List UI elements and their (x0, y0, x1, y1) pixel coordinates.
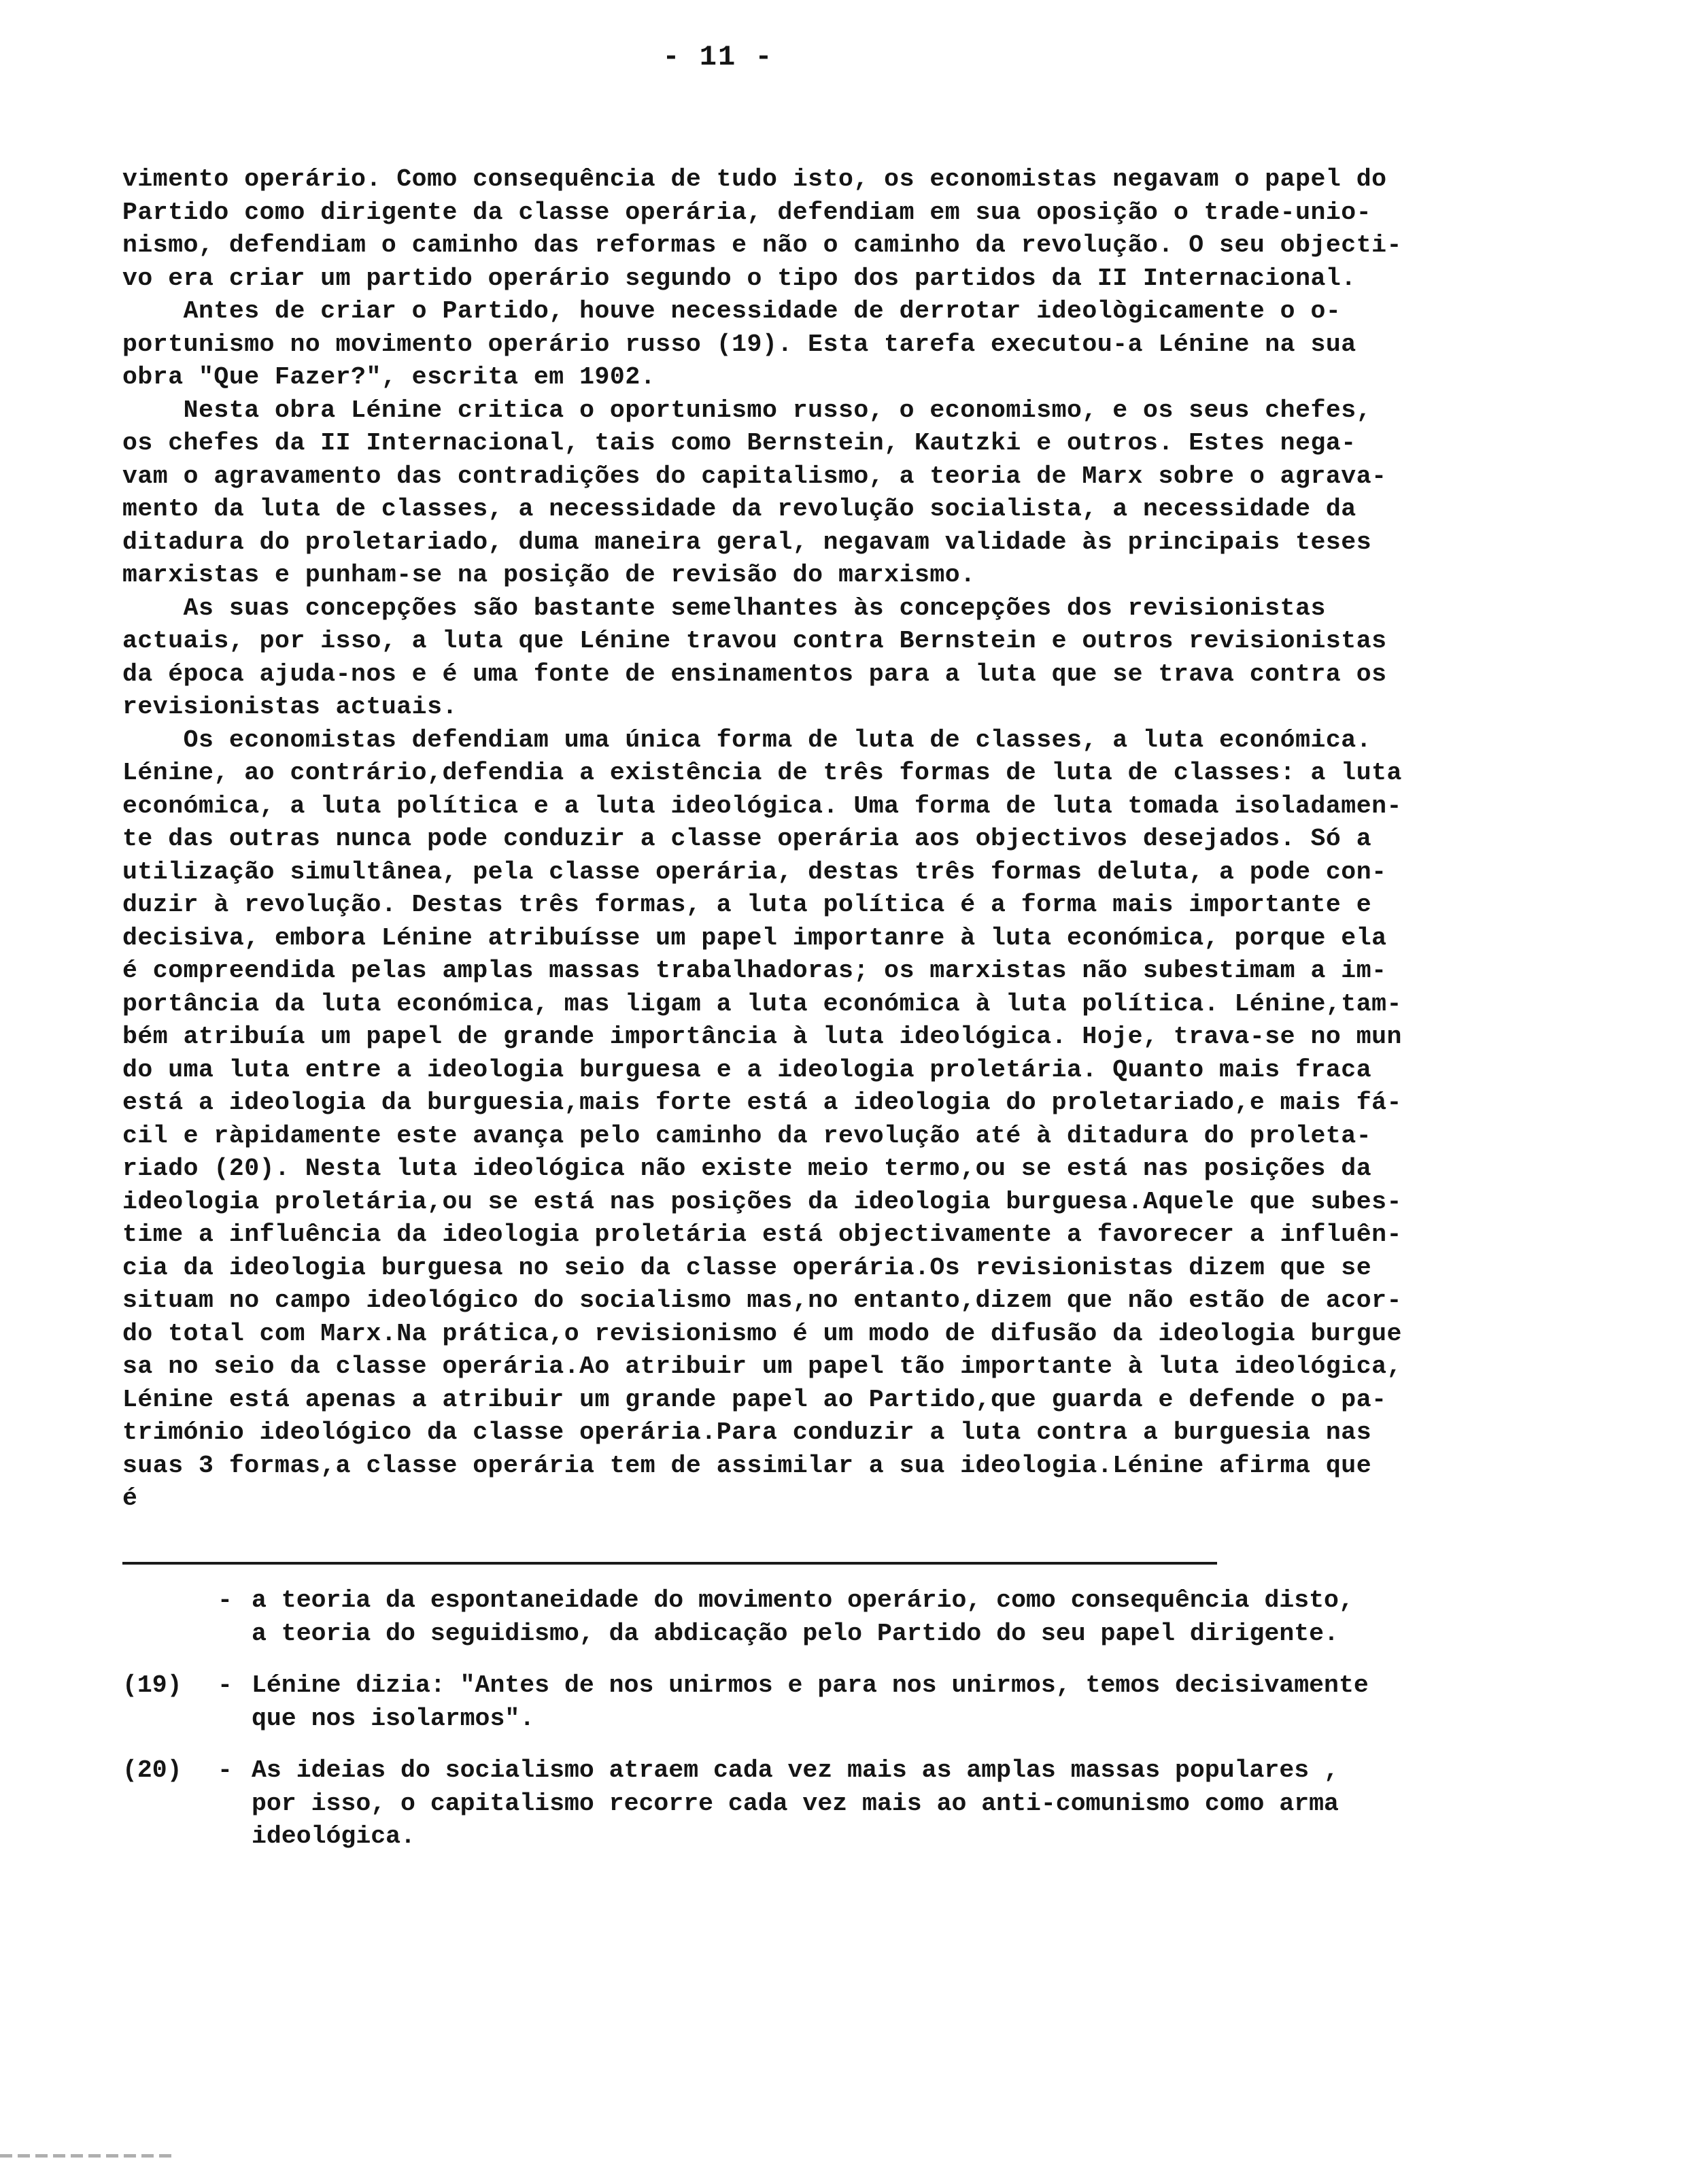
text-line: Os economistas defendiam uma única forma de luta de classes, a luta económica. (122, 726, 1372, 754)
text-line: os chefes da II Internacional, tais como Bernstein, Kautzki e outros. Estes nega- (122, 429, 1356, 457)
text-line: mento da luta de classes, a necessidade da revolução socialista, a necessidade da (122, 495, 1356, 523)
text-line: utilização simultânea, pela classe operária, destas três formas deluta, a pode con- (122, 857, 1387, 886)
text-line: do total com Marx.Na prática,o revisionismo é um modo de difusão da ideologia burgue (122, 1319, 1402, 1348)
text-line: te das outras nunca pode conduzir a classe operária aos objectivos desejados. Só a (122, 825, 1372, 853)
footnote-text (252, 1584, 1645, 1650)
footnote-line: Lénine dizia: "Antes de nos unirmos e para nos unirmos, temos decisivamente (252, 1671, 1369, 1699)
text-line: trimónio ideológico da classe operária.Para conduzir a luta contra a burguesia nas (122, 1418, 1372, 1446)
footnote-line: a teoria do seguidismo, da abdicação pelo Partido do seu papel dirigente. (252, 1619, 1339, 1648)
text-line: revisionistas actuais. (122, 693, 458, 721)
text-line: bém atribuía um papel de grande importância à luta ideológica. Hoje, trava-se no mun (122, 1023, 1402, 1051)
text-line: duzir à revolução. Destas três formas, a luta política é a forma mais importante e (122, 891, 1372, 919)
text-line: Partido como dirigente da classe operária, defendiam em sua oposição o trade-unio- (122, 198, 1372, 226)
footnote-dash: - (218, 1586, 233, 1614)
text-line: sa no seio da classe operária.Ao atribuir um papel tão importante à luta ideológica, (122, 1352, 1402, 1380)
text-line: As suas concepções são bastante semelhantes às concepções dos revisionistas (122, 594, 1326, 622)
text-line: time a influência da ideologia proletária está objectivamente a favorecer a influên- (122, 1221, 1402, 1248)
footnote-marker: (19) (122, 1671, 182, 1699)
text-line: nismo, defendiam o caminho das reformas e não o caminho da revolução. O seu objecti- (122, 231, 1402, 259)
footnote-line: que nos isolarmos". (252, 1704, 535, 1733)
text-line: ditadura do proletariado, duma maneira geral, negavam validade às principais teses (122, 528, 1372, 556)
text-line: vimento operário. Como consequência de tudo isto, os economistas negavam o papel do (122, 165, 1387, 193)
text-line: vam o agravamento das contradições do capitalismo, a teoria de Marx sobre o agrava- (122, 462, 1387, 490)
text-line: Lénine, ao contrário,defendia a existência de três formas de luta de classes: a luta (122, 759, 1402, 787)
text-line: situam no campo ideológico do socialismo mas,no entanto,dizem que não estão de acor- (122, 1286, 1402, 1314)
text-line: Nesta obra Lénine critica o oportunismo russo, o economismo, e os seus chefes, (122, 396, 1372, 424)
text-line: Lénine está apenas a atribuir um grande papel ao Partido,que guarda e defende o pa- (122, 1385, 1387, 1414)
text-line: é (122, 1484, 138, 1512)
text-line: vo era criar um partido operário segundo o tipo dos partidos da II Internacional. (122, 264, 1356, 292)
text-line: marxistas e punham-se na posição de revisão do marxismo. (122, 561, 976, 589)
scan-edge-mark (0, 2154, 177, 2158)
text-line: Antes de criar o Partido, houve necessidade de derrotar ideològicamente o o- (122, 297, 1342, 325)
text-line: está a ideologia da burguesia,mais forte está a ideologia do proletariado,e mais fá- (122, 1089, 1402, 1116)
footnote-line: As ideias do socialismo atraem cada vez mais as amplas massas populares , (252, 1756, 1339, 1784)
text-line: portância da luta económica, mas ligam a luta económica à luta política. Lénine,tam- (122, 989, 1402, 1018)
text-line: do uma luta entre a ideologia burguesa e a ideologia proletária. Quanto mais fraca (122, 1055, 1372, 1084)
footnote-text (252, 1669, 1645, 1735)
footnotes (122, 1584, 1645, 1873)
body-text (122, 163, 1645, 1516)
footnote-separator (122, 1562, 1217, 1565)
text-line: da época ajuda-nos e é uma fonte de ensinamentos para a luta que se trava contra os (122, 660, 1387, 688)
text-line: riado (20). Nesta luta ideológica não existe meio termo,ou se está nas posições da (122, 1155, 1372, 1182)
footnote-line: por isso, o capitalismo recorre cada vez mais ao anti-comunismo como arma (252, 1789, 1339, 1818)
footnote-line: ideológica. (252, 1822, 415, 1850)
text-line: ideologia proletária,ou se está nas posições da ideologia burguesa.Aquele que subes- (122, 1187, 1402, 1216)
footnote (122, 1754, 1645, 1854)
page-number: - 11 - (662, 41, 774, 73)
footnote (122, 1669, 1645, 1735)
footnote-marker: (20) (122, 1756, 182, 1784)
footnote-dash: - (218, 1671, 233, 1699)
footnote-dash: - (218, 1756, 233, 1784)
footnote (122, 1584, 1645, 1650)
text-line: obra "Que Fazer?", escrita em 1902. (122, 363, 656, 391)
text-line: suas 3 formas,a classe operária tem de assimilar a sua ideologia.Lénine afirma que (122, 1451, 1372, 1480)
text-line: é compreendida pelas amplas massas trabalhadoras; os marxistas não subestimam a im- (122, 957, 1387, 985)
text-line: portunismo no movimento operário russo (19). Esta tarefa executou-a Lénine na sua (122, 330, 1356, 358)
text-line: cil e ràpidamente este avança pelo caminho da revolução até à ditadura do proleta- (122, 1121, 1372, 1150)
text-line: decisiva, embora Lénine atribuísse um papel importanre à luta económica, porque ela (122, 923, 1387, 952)
text-line: cia da ideologia burguesa no seio da classe operária.Os revisionistas dizem que se (122, 1253, 1372, 1282)
text-line: actuais, por isso, a luta que Lénine travou contra Bernstein e outros revisionistas (122, 627, 1387, 655)
footnote-line: a teoria da espontaneidade do movimento operário, como consequência disto, (252, 1586, 1354, 1614)
footnote-text (252, 1754, 1645, 1854)
text-line: económica, a luta política e a luta ideológica. Uma forma de luta tomada isoladamen- (122, 791, 1402, 820)
